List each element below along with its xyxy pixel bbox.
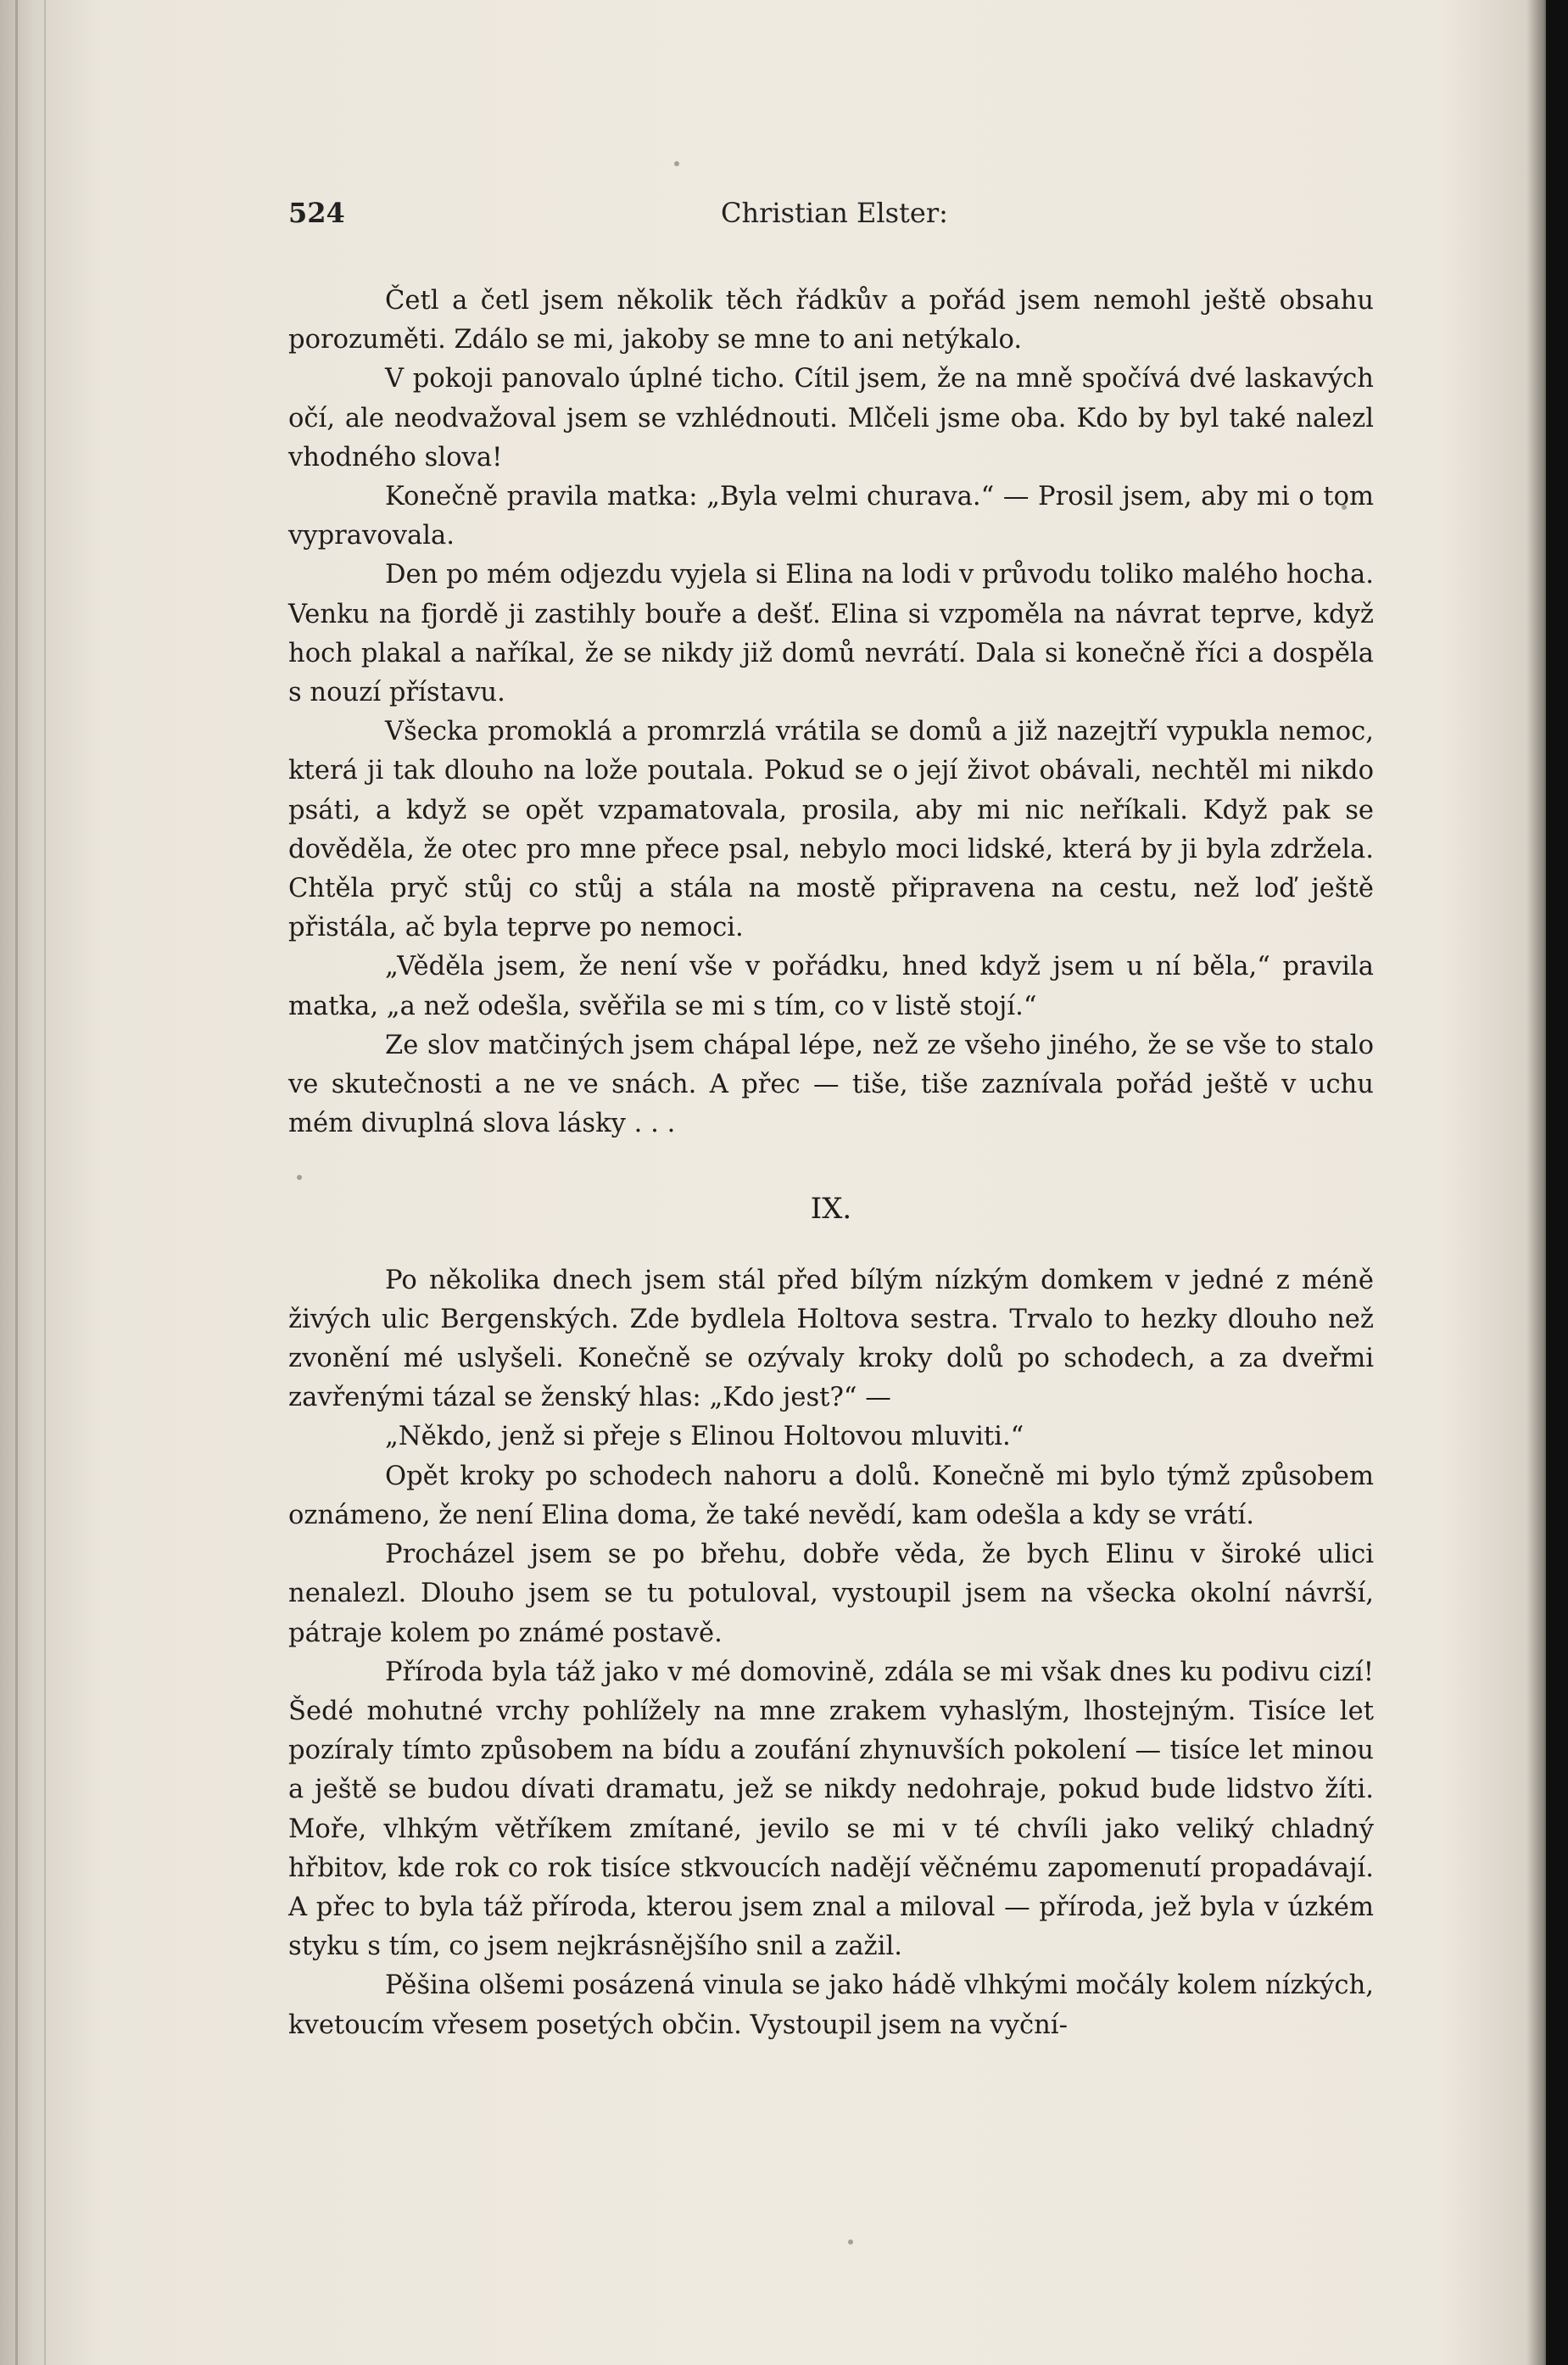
paragraph: Pěšina olšemi posázená vinula se jako hádě vlhkými močály kolem nízkých, kvetoucím vřesem posetých občin. Vystoupil jsem na vyční- [288,1971,1374,2040]
paragraph: Příroda byla táž jako v mé domovině, zdála se mi však dnes ku podivu cizí! Šedé mohutné vrchy pohlížely na mne zrakem vyhaslým, lhostejným. Tisíce let pozíraly tímto způsobem na bídu a zoufání zhynuvších pokolení — tisíce let minou a ještě se budou dívati dramatu, jež se nikdy nedohraje, pokud bude lidstvo žíti. Moře, vlhkým větříkem zmítané, jevilo se mi v té chvíli jako veliký chladný hřbitov, kde rok co rok tisíce stkvoucích nadějí věčnému zapomenutí propadávají. A přec to byla táž příroda, kterou jsem znal a miloval — příroda, jež byla v úzkém styku s tím, co jsem nejkrásnějšího snil a zažil. [288,1657,1374,1962]
scan-speck [848,2239,853,2245]
paragraph: Procházel jsem se po břehu, dobře věda, že bych Elinu v široké ulici nenalezl. Dlouho jsem se tu potuloval, vystoupil jsem na všecka okolní návrší, pátraje kolem po známé postavě. [288,1540,1374,1648]
paragraph: „Věděla jsem, že není vše v pořádku, hned když jsem u ní běla,“ pravila matka, „a než odešla, svěřila se mi s tím, co v listě stojí.“ [288,952,1374,1021]
binding-shadow-inner [44,0,46,2365]
paragraph: Konečně pravila matka: „Byla velmi churava.“ — Prosil jsem, aby mi o tom vypravovala. [288,482,1374,551]
page-header [288,197,1374,248]
body-text [288,282,1374,2045]
binding-shadow [15,0,18,2365]
page-edge-dark [1546,0,1568,2365]
page-number: 524 [288,197,345,229]
paragraph: Četl a četl jsem několik těch řádkův a pořád jsem nemohl ještě obsahu porozuměti. Zdálo se mi, jakoby se mne to ani netýkalo. [288,286,1374,355]
section-title: IX. [810,1192,852,1227]
paragraph: „Někdo, jenž si přeje s Elinou Holtovou mluviti.“ [385,1422,1024,1452]
paragraph: Po několika dnech jsem stál před bílým nízkým domkem v jedné z méně živých ulic Bergenských. Zde bydlela Holtova sestra. Trvalo to hezky dlouho než zvonění mé uslyšeli. Konečně se ozývaly kroky dolů po schodech, a za dveřmi zavřenými tázal se ženský hlas: „Kdo jest?“ — [288,1265,1374,1413]
running-head: Christian Elster: [721,197,948,229]
paragraph: V pokoji panovalo úplné ticho. Cítil jsem, že na mně spočívá dvé laskavých očí, ale neodvažoval jsem se vzhlédnouti. Mlčeli jsme oba. Kdo by byl také nalezl vhodného slova! [288,364,1374,472]
paragraph: Den po mém odjezdu vyjela si Elina na lodi v průvodu toliko malého hocha. Venku na fjordě ji zastihly bouře a dešť. Elina si vzpoměla na návrat teprve, když hoch plakal a naříkal, že se nikdy již domů nevrátí. Dala si konečně říci a dospěla s nouzí přístavu. [288,560,1374,708]
paragraph: Opět kroky po schodech nahoru a dolů. Konečně mi bylo týmž způsobem oznámeno, že není Elina doma, že také nevědí, kam odešla a kdy se vrátí. [288,1461,1374,1530]
paragraph: Všecka promoklá a promrzlá vrátila se domů a již nazejtří vypukla nemoc, která ji tak dlouho na lože poutala. Pokud se o její život obávali, nechtěl mi nikdo psáti, a když se opět vzpamatovala, prosila, aby mi nic neříkali. Když pak se dověděla, že otec pro mne přece psal, nebylo moci lidské, která by ji byla zdržela. Chtěla pryč stůj co stůj a stála na mostě připravena na cestu, než loď ještě přistála, ač byla teprve po nemoci. [288,717,1374,943]
scan-speck [674,161,679,166]
paragraph: Ze slov matčiných jsem chápal lépe, než ze všeho jiného, že se vše to stalo ve skutečnosti a ne ve snách. A přec — tiše, tiše zaznívala pořád ještě v uchu mém divuplná slova lásky . . . [288,1030,1374,1139]
